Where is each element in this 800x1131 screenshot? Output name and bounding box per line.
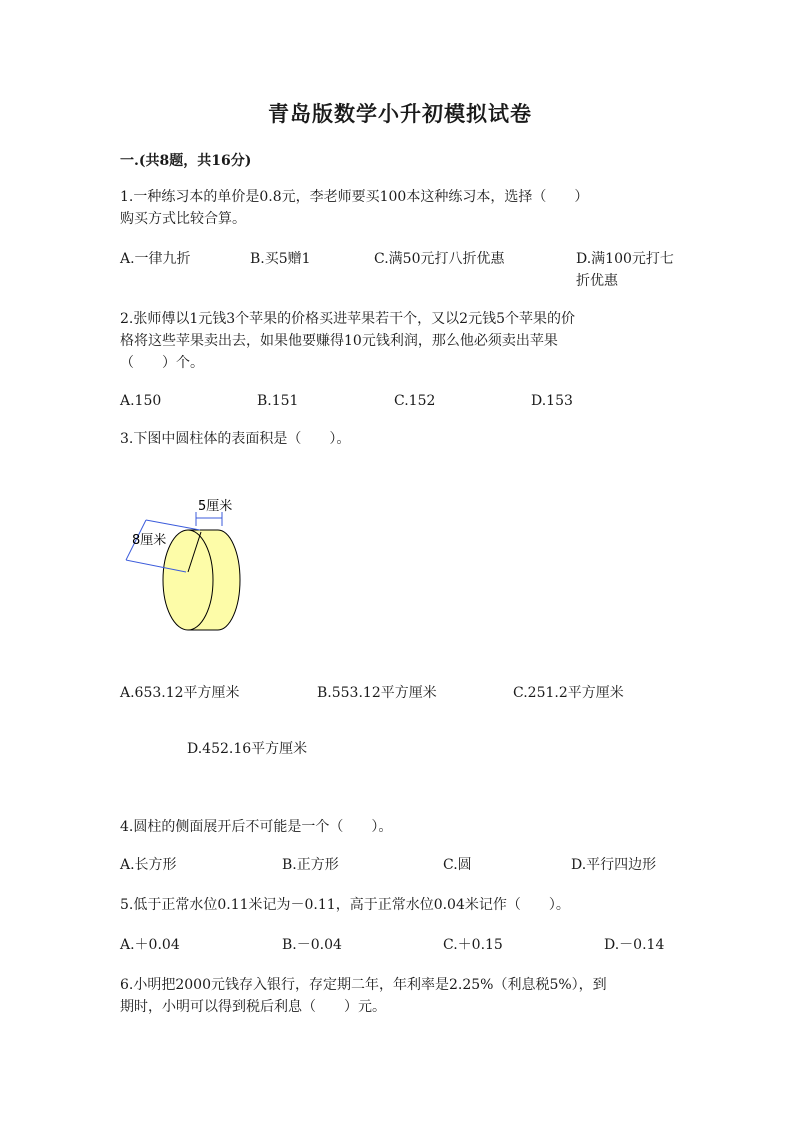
question-line: 购买方式比较合算。	[120, 211, 246, 227]
option-b[interactable]: B.151	[257, 393, 299, 409]
option-a[interactable]: A.一律九折	[120, 251, 191, 267]
radius-dimension-line	[146, 520, 200, 530]
question-1	[120, 186, 680, 230]
question-line: （ ）个。	[120, 355, 204, 371]
question-line: 期时，小明可以得到税后利息（ ）元。	[120, 999, 386, 1015]
question-6	[120, 974, 680, 1018]
option-a[interactable]: A.长方形	[120, 857, 177, 873]
question-line: 2.张师傅以1元钱3个苹果的价格买进苹果若干个，又以2元钱5个苹果的价	[120, 311, 575, 327]
question-line: 3.下图中圆柱体的表面积是（ ）。	[120, 431, 351, 447]
option-b[interactable]: B.－0.04	[282, 937, 342, 953]
option-d[interactable]: D.平行四边形	[571, 857, 657, 873]
question-line: 5.低于正常水位0.11米记为－0.11，高于正常水位0.04米记作（ ）。	[120, 897, 570, 913]
question-4	[120, 816, 680, 838]
option-b[interactable]: B.买5赠1	[250, 251, 311, 267]
option-d[interactable]: D.452.16平方厘米	[187, 741, 308, 757]
page-title: 青岛版数学小升初模拟试卷	[268, 101, 532, 126]
option-d[interactable]	[576, 248, 680, 292]
option-c[interactable]: C.＋0.15	[443, 937, 503, 953]
option-d[interactable]: D.－0.14	[604, 937, 665, 953]
option-d-text: D.满100元打七折优惠	[576, 251, 674, 289]
question-2	[120, 308, 680, 374]
option-a[interactable]: A.150	[120, 393, 162, 409]
question-3	[120, 428, 680, 450]
question-5	[120, 894, 680, 916]
option-c[interactable]: C.251.2平方厘米	[513, 685, 624, 701]
cylinder-figure	[118, 490, 258, 640]
question-line: 格将这些苹果卖出去，如果他要赚得10元钱利润，那么他必须卖出苹果	[120, 333, 558, 349]
radius-label: 8厘米	[132, 533, 167, 548]
section-heading: 一.(共8题，共16分)	[120, 153, 252, 169]
option-a[interactable]: A.＋0.04	[120, 937, 180, 953]
height-label: 5厘米	[198, 499, 233, 514]
cylinder-front-face	[163, 530, 213, 630]
question-line: 1.一种练习本的单价是0.8元，李老师要买100本这种练习本，选择（ ）	[120, 189, 589, 205]
question-line: 4.圆柱的侧面展开后不可能是一个（ ）。	[120, 819, 393, 835]
option-c[interactable]: C.满50元打八折优惠	[374, 251, 505, 267]
option-c[interactable]: C.圆	[443, 857, 472, 873]
option-d[interactable]: D.153	[531, 393, 573, 409]
option-a[interactable]: A.653.12平方厘米	[120, 685, 240, 701]
option-c[interactable]: C.152	[394, 393, 436, 409]
question-line: 6.小明把2000元钱存入银行，存定期二年，年利率是2.25%（利息税5%），到	[120, 977, 607, 993]
option-b[interactable]: B.正方形	[282, 857, 339, 873]
option-b[interactable]: B.553.12平方厘米	[317, 685, 437, 701]
